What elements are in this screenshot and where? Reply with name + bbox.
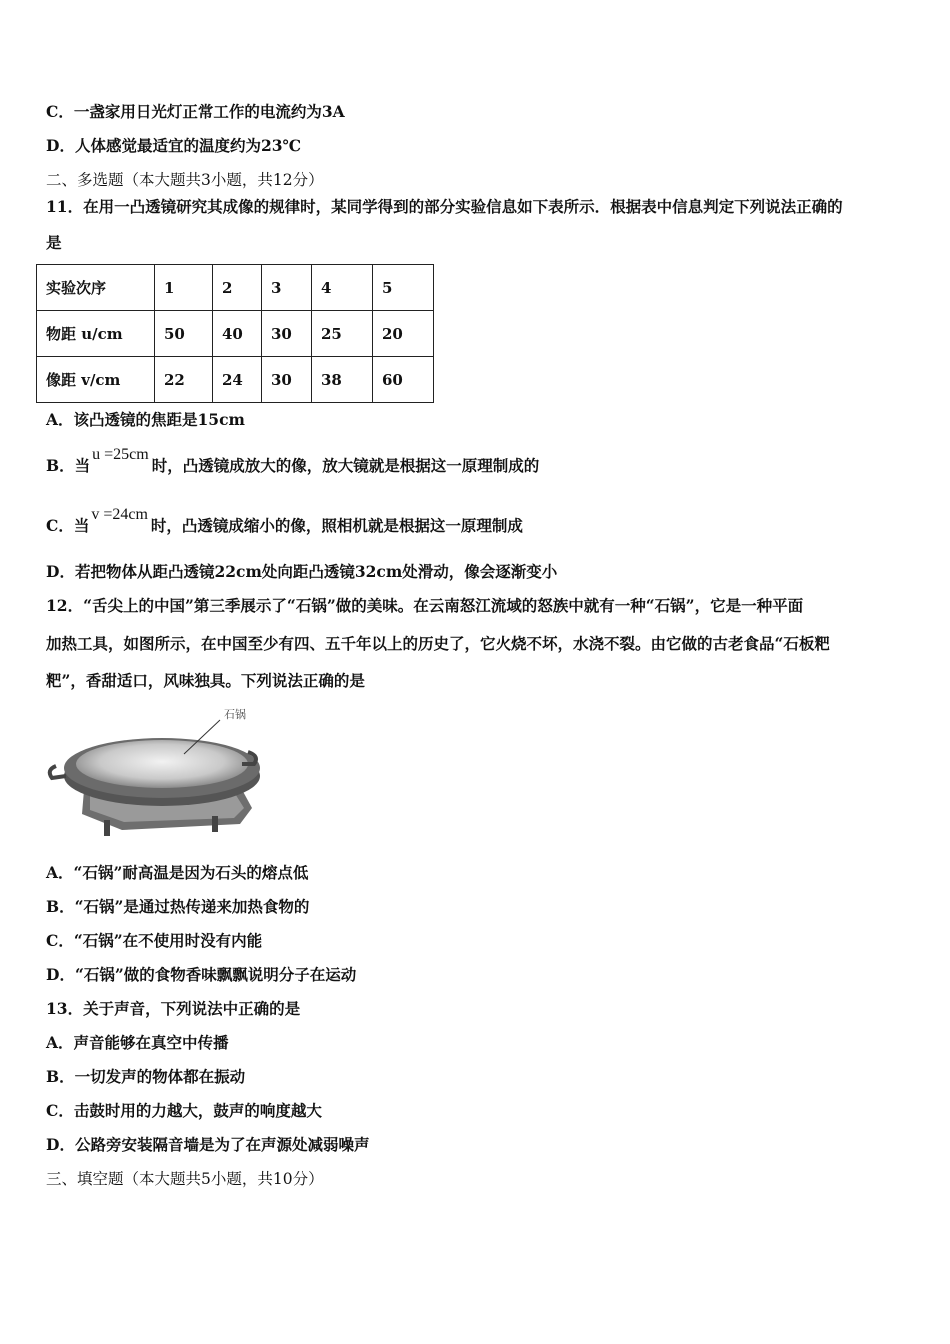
experiment-table: [36, 264, 434, 403]
math-expression: v =24cm: [91, 506, 148, 523]
math-expression: u =25cm: [92, 446, 149, 463]
option-text: C．当: [46, 516, 90, 535]
stone-pot-figure: [44, 706, 262, 838]
table-cell: 40: [213, 311, 262, 357]
q12-option-a: A．“石锅”耐高温是因为石头的熔点低: [46, 863, 309, 882]
table-cell: 20: [373, 311, 434, 357]
q13-option-a: A．声音能够在真空中传播: [46, 1033, 229, 1052]
table-cell: 实验次序: [37, 265, 155, 311]
table-cell: 25: [312, 311, 373, 357]
q11-option-a: A．该凸透镜的焦距是15cm: [46, 410, 245, 429]
option-text: B．当: [46, 456, 91, 475]
table-cell: 38: [312, 357, 373, 403]
q11-option-c: [46, 506, 523, 537]
q13-option-d: D．公路旁安装隔音墙是为了在声源处减弱噪声: [46, 1135, 370, 1154]
q10-option-d: D．人体感觉最适宜的温度约为23℃: [46, 136, 302, 155]
q12-option-b: B．“石锅”是通过热传递来加热食物的: [46, 897, 310, 916]
table-cell: 30: [262, 357, 312, 403]
table-cell: 物距 u/cm: [37, 311, 155, 357]
table-cell: 22: [155, 357, 213, 403]
q12-stem-line-3: 粑”，香甜适口，风味独具。下列说法正确的是: [46, 671, 365, 690]
stone-pot-illustration: [44, 706, 262, 838]
table-cell: 2: [213, 265, 262, 311]
table-cell: 60: [373, 357, 434, 403]
q12-stem-line-1: 12．“舌尖上的中国”第三季展示了“石锅”做的美味。在云南怒江流域的怒族中就有一种“石锅”，它是一种平面: [46, 596, 804, 615]
q11-option-d: D．若把物体从距凸透镜22cm处向距凸透镜32cm处滑动，像会逐渐变小: [46, 562, 558, 581]
q13-option-b: B．一切发声的物体都在振动: [46, 1067, 246, 1086]
table-cell: 24: [213, 357, 262, 403]
table-row: [37, 311, 434, 357]
q11-option-b: [46, 446, 540, 477]
q10-option-c: C．一盏家用日光灯正常工作的电流约为3A: [46, 102, 345, 121]
q11-stem-line-1: 11．在用一凸透镜研究其成像的规律时，某同学得到的部分实验信息如下表所示．根据表中信息判定下列说法正确的: [46, 197, 843, 216]
option-text: 时，凸透镜成缩小的像，照相机就是根据这一原理制成: [150, 516, 523, 535]
table-cell: 50: [155, 311, 213, 357]
option-text: 时，凸透镜成放大的像，放大镜就是根据这一原理制成的: [151, 456, 540, 475]
q11-stem-line-2: 是: [46, 233, 62, 252]
table-cell: 5: [373, 265, 434, 311]
figure-label: 石锅: [224, 708, 246, 721]
q13-stem: 13．关于声音，下列说法中正确的是: [46, 999, 301, 1018]
table-cell: 1: [155, 265, 213, 311]
q13-option-c: C．击鼓时用的力越大，鼓声的响度越大: [46, 1101, 322, 1120]
table-row: [37, 265, 434, 311]
table-cell: 4: [312, 265, 373, 311]
q12-option-c: C．“石锅”在不使用时没有内能: [46, 931, 263, 950]
section-3-heading: 三、填空题（本大题共5小题，共10分）: [46, 1170, 324, 1188]
table-row: [37, 357, 434, 403]
section-2-heading: 二、多选题（本大题共3小题，共12分）: [46, 171, 324, 189]
table-cell: 像距 v/cm: [37, 357, 155, 403]
q12-stem-line-2: 加热工具，如图所示，在中国至少有四、五千年以上的历史了，它火烧不坏，水浇不裂。由它做的古老食品“石板粑: [46, 634, 830, 653]
table-cell: 3: [262, 265, 312, 311]
table-cell: 30: [262, 311, 312, 357]
q12-option-d: D．“石锅”做的食物香味飘飘说明分子在运动: [46, 965, 357, 984]
